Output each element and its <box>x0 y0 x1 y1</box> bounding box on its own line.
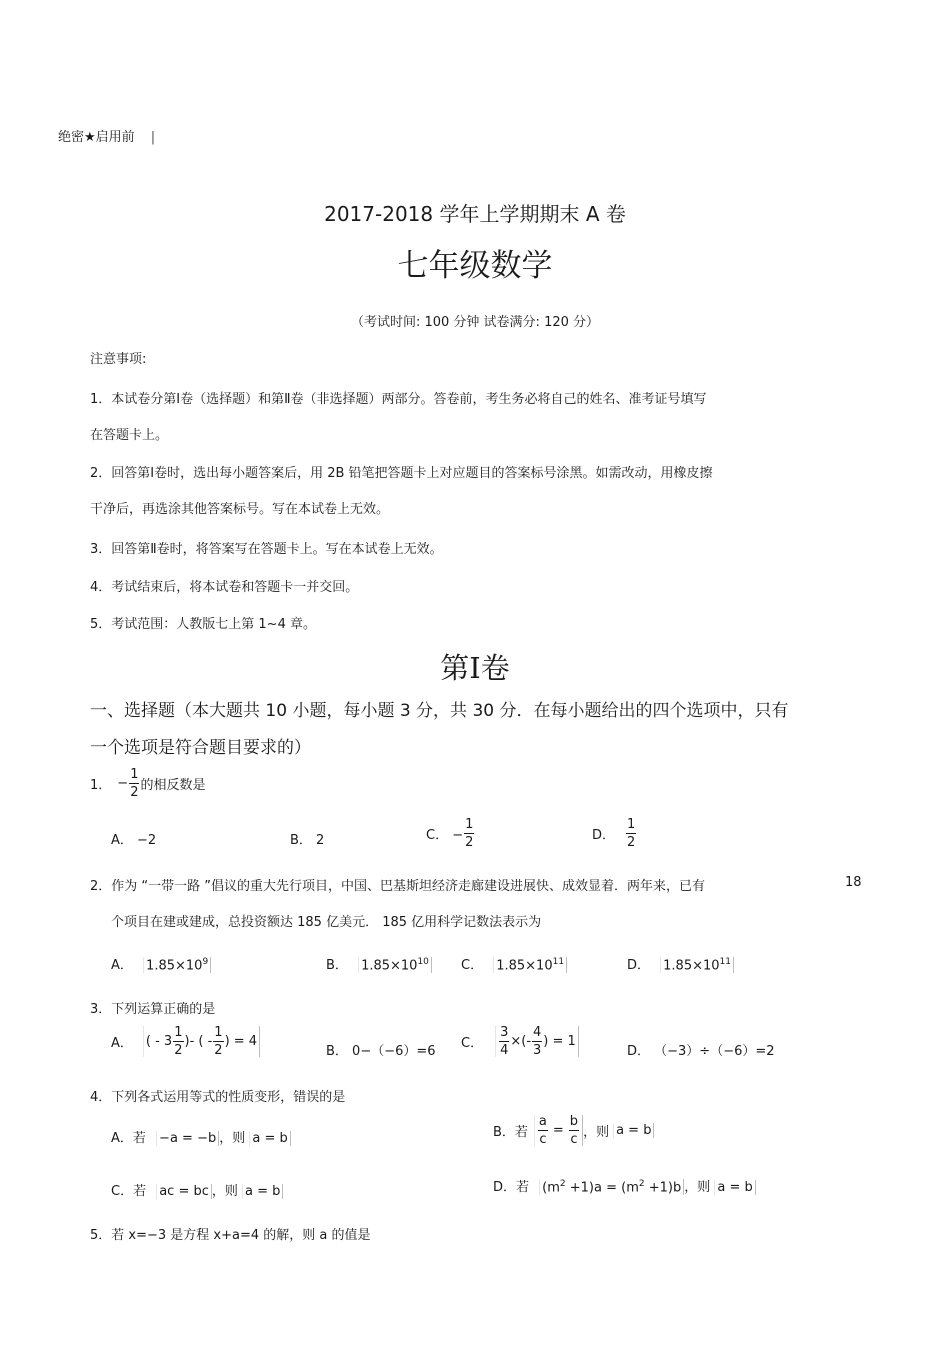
expr-part: +1)a = (m <box>565 1180 639 1195</box>
expression: −a = −b <box>156 1131 219 1146</box>
option-label: C． − <box>426 828 464 843</box>
fraction <box>538 1115 548 1146</box>
question-4: 4．下列各式运用等式的性质变形，错误的是 <box>90 1090 346 1105</box>
question-5: 5．若 x=−3 是方程 x+a=4 的解，则 a 的值是 <box>90 1228 371 1243</box>
minus-sign: − <box>117 776 129 791</box>
exponent: 2 <box>559 1178 566 1189</box>
expr-part: (m <box>542 1180 560 1195</box>
denominator: 2 <box>174 1043 183 1058</box>
expression: a = b <box>613 1123 654 1138</box>
expression: a = b <box>242 1184 283 1199</box>
option-label: A． <box>111 958 133 973</box>
exponent: 9 <box>202 956 209 967</box>
section-title: 第Ⅰ卷 <box>440 651 510 685</box>
exponent: 10 <box>417 956 429 967</box>
denominator: c <box>539 1132 547 1147</box>
option-label: B． <box>326 958 348 973</box>
option-label: B．若 <box>493 1125 528 1140</box>
q1-option-a: A． −2 <box>111 833 157 848</box>
numerator: 1 <box>465 817 474 832</box>
denominator: c <box>570 1132 578 1147</box>
question-text: 的相反数是 <box>140 778 206 793</box>
denominator: 4 <box>500 1043 509 1058</box>
expr-part: )- ( - <box>184 1034 213 1049</box>
expr-part: +1)b <box>644 1180 682 1195</box>
fraction <box>213 1026 223 1057</box>
fraction <box>499 1026 509 1057</box>
denominator: 2 <box>214 1043 223 1058</box>
option-label: C． <box>461 958 484 973</box>
numerator: 1 <box>174 1025 183 1040</box>
numerator: 1 <box>627 817 636 832</box>
question-2-line2: 个项目在建或建成，总投资额达 185 亿美元． 185 亿用科学记数法表示为 <box>111 915 542 930</box>
expression: ac = bc <box>156 1184 212 1199</box>
denominator: 2 <box>465 835 474 850</box>
numerator: 3 <box>500 1025 509 1040</box>
then-text: ，则 <box>211 1184 238 1199</box>
header-separator: | <box>150 130 156 145</box>
then-text: ，则 <box>583 1125 610 1140</box>
expr-part: ( - 3 <box>145 1034 173 1049</box>
q3-option-b: B． 0−（−6）=6 <box>326 1044 436 1059</box>
then-text: ，则 <box>684 1180 711 1195</box>
exam-info: （考试时间: 100 分钟 试卷满分: 120 分） <box>350 315 600 330</box>
option-label: D． <box>592 828 616 843</box>
fraction <box>569 1115 579 1146</box>
q1-option-b: B． 2 <box>290 833 325 848</box>
q2-option-d <box>627 954 734 973</box>
note-item: 1．本试卷分第Ⅰ卷（选择题）和第Ⅱ卷（非选择题）两部分。答卷前，考生务必将自己的姓名、准考证号填写 <box>90 392 707 407</box>
q3-option-c <box>461 1026 579 1057</box>
q4-option-b <box>493 1115 654 1146</box>
fraction <box>626 818 636 849</box>
then-text: ，则 <box>219 1131 246 1146</box>
option-label: C．若 <box>111 1184 147 1199</box>
fraction <box>173 1026 183 1057</box>
note-item: 4．考试结束后，将本试卷和答题卡一并交回。 <box>90 580 359 595</box>
denominator: 2 <box>130 785 139 800</box>
q3-option-d: D． （−3）÷（−6）=2 <box>627 1044 775 1059</box>
note-item: 2．回答第Ⅰ卷时，选出每小题答案后，用 2B 铅笔把答题卡上对应题目的答案标号涂黑。如需改动，用橡皮擦 <box>90 466 713 481</box>
expr-part: ) = 4 <box>224 1034 258 1049</box>
note-item: 干净后，再选涂其他答案标号。写在本试卷上无效。 <box>90 502 390 517</box>
question-3: 3．下列运算正确的是 <box>90 1002 216 1017</box>
equals: = <box>552 1123 564 1138</box>
note-item: 在答题卡上。 <box>90 428 169 443</box>
denominator: 3 <box>533 1043 542 1058</box>
confidential-text: 绝密★启用前 <box>58 130 135 145</box>
question-number: 1． <box>90 778 112 793</box>
note-item: 3．回答第Ⅱ卷时，将答案写在答题卡上。写在本试卷上无效。 <box>90 542 443 557</box>
subject-title: 七年级数学 <box>397 248 553 284</box>
fraction <box>129 768 139 799</box>
q2-option-a <box>111 954 211 973</box>
part1-heading-line2: 一个选项是符合题目要求的） <box>90 738 311 758</box>
expression: a = b <box>714 1180 755 1195</box>
fraction <box>464 818 474 849</box>
q1-option-c <box>426 818 475 849</box>
confidential-mark <box>58 126 155 145</box>
option-label: C． <box>461 1036 484 1051</box>
note-item: 5．考试范围：人教版七上第 1~4 章。 <box>90 617 316 632</box>
q4-option-d <box>493 1176 756 1195</box>
expression: a = b <box>249 1131 290 1146</box>
option-label: A． <box>111 1036 133 1051</box>
option-label: D．若 <box>493 1180 530 1195</box>
q2-option-c <box>461 954 567 973</box>
option-label: A．若 <box>111 1131 146 1146</box>
q4-option-a <box>111 1127 291 1146</box>
part1-heading-line1: 一、选择题（本大题共 10 小题，每小题 3 分，共 30 分．在每小题给出的四个选项中，只有 <box>90 701 789 721</box>
numerator: 1 <box>214 1025 223 1040</box>
numerator: a <box>538 1114 547 1129</box>
option-value: 1.85×10 <box>146 958 203 973</box>
question-2-line1: 2．作为 “一带一路 ”倡议的重大先行项目，中国、巴基斯坦经济走廊建设进展快、成效显着．两年来，已有 <box>90 879 706 894</box>
option-value: 1.85×10 <box>663 958 720 973</box>
q3-option-a <box>111 1026 260 1057</box>
notes-heading: 注意事项: <box>90 352 147 367</box>
option-value: 1.85×10 <box>361 958 418 973</box>
fraction <box>532 1026 542 1057</box>
question-2-number: 18 <box>845 875 862 890</box>
exponent: 2 <box>638 1178 645 1189</box>
expr-part: ) = 1 <box>543 1034 576 1049</box>
denominator: 2 <box>627 835 636 850</box>
question-1 <box>90 768 205 799</box>
option-value: 1.85×10 <box>496 958 553 973</box>
expr-part: ×(- <box>510 1034 532 1049</box>
q4-option-c <box>111 1180 283 1199</box>
numerator: 1 <box>130 767 139 782</box>
numerator: 4 <box>533 1025 542 1040</box>
option-label: D． <box>627 958 651 973</box>
numerator: b <box>569 1114 579 1129</box>
q1-option-d <box>592 818 637 849</box>
exponent: 11 <box>552 956 565 967</box>
q2-option-b <box>326 954 432 973</box>
exam-title: 2017-2018 学年上学期期末 A 卷 <box>324 202 626 226</box>
exponent: 11 <box>719 956 731 967</box>
